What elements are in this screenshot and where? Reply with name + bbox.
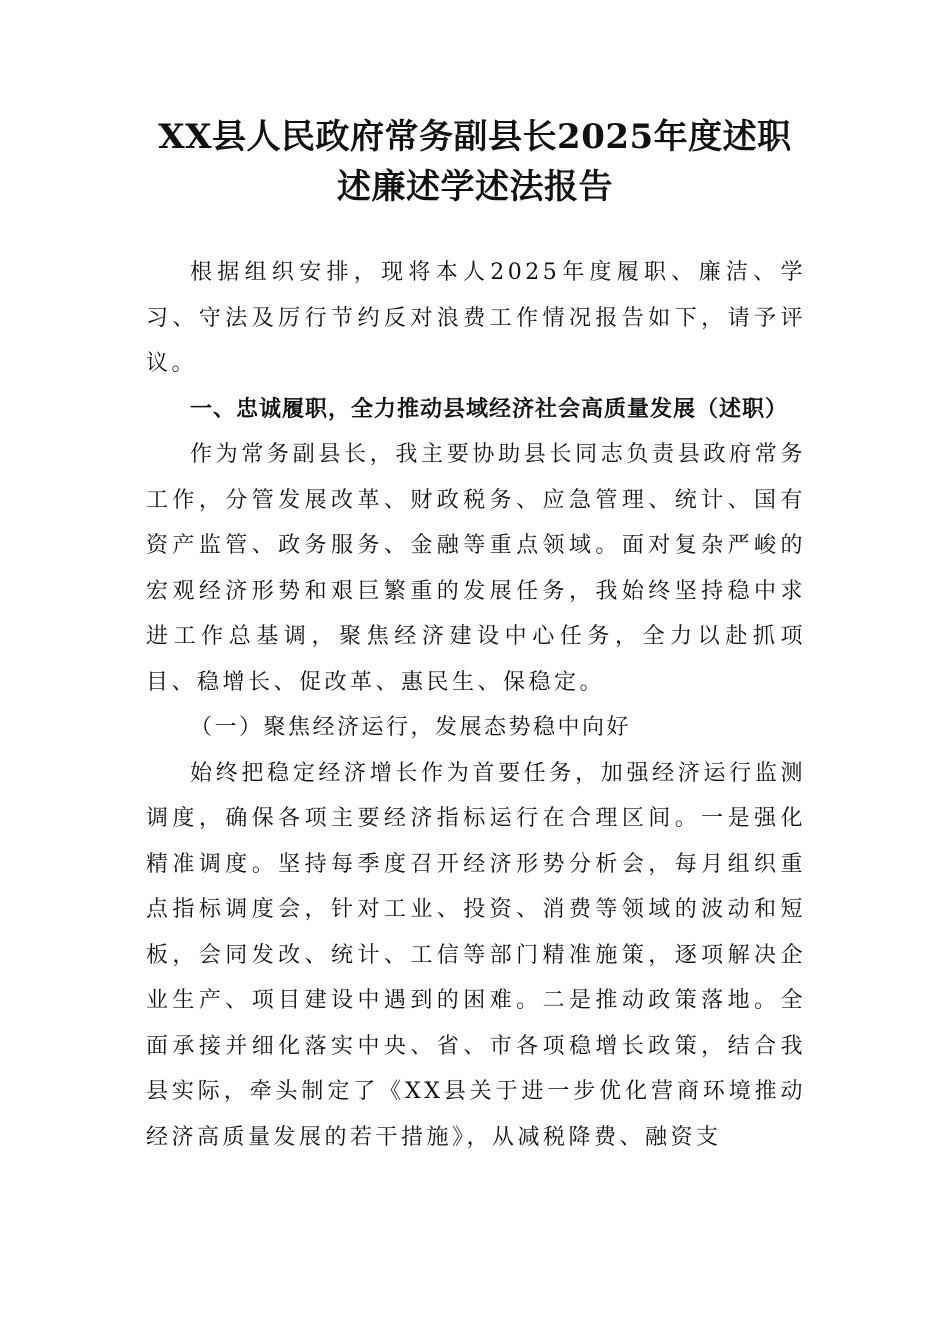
document-title [100, 112, 850, 212]
body-paragraph: 始终把稳定经济增长作为首要任务，加强经济运行监测调度，确保各项主要经济指标运行在合理区间。一是强化精准调度。坚持每季度召开经济形势分析会，每月组织重点指标调度会，针对工业、投资、消费等领域的波动和短板，会同发改、统计、工信等部门精准施策，逐项解决企业生产、项目建设中遇到的困难。二是推动政策落地。全面承接并细化落实中央、省、市各项稳增长政策，结合我县实际，牵头制定了《XX县关于进一步优化营商环境推动经济高质量发展的若干措施》，从减税降费、融资支 [146, 760, 806, 1150]
body-paragraph: 作为常务副县长，我主要协助县长同志负责县政府常务工作，分管发展改革、财政税务、应急管理、统计、国有资产监管、政务服务、金融等重点领域。面对复杂严峻的宏观经济形势和艰巨繁重的发展任务，我始终坚持稳中求进工作总基调，聚焦经济建设中心任务，全力以赴抓项目、稳增长、促改革、惠民生、保稳定。 [146, 442, 806, 695]
title-line-1: XX县人民政府常务副县长2025年度述职 [158, 117, 792, 157]
subsection-heading-1: （一）聚焦经济运行，发展态势稳中向好 [190, 715, 632, 740]
intro-paragraph: 根据组织安排，现将本人2025年度履职、廉洁、学习、守法及厉行节约反对浪费工作情况报告如下，请予评议。 [146, 260, 806, 376]
document-body [146, 250, 806, 1160]
title-line-2: 述廉述学述法报告 [337, 167, 613, 207]
section-heading-1: 一、忠诚履职，全力推动县域经济社会高质量发展（述职） [190, 396, 789, 422]
